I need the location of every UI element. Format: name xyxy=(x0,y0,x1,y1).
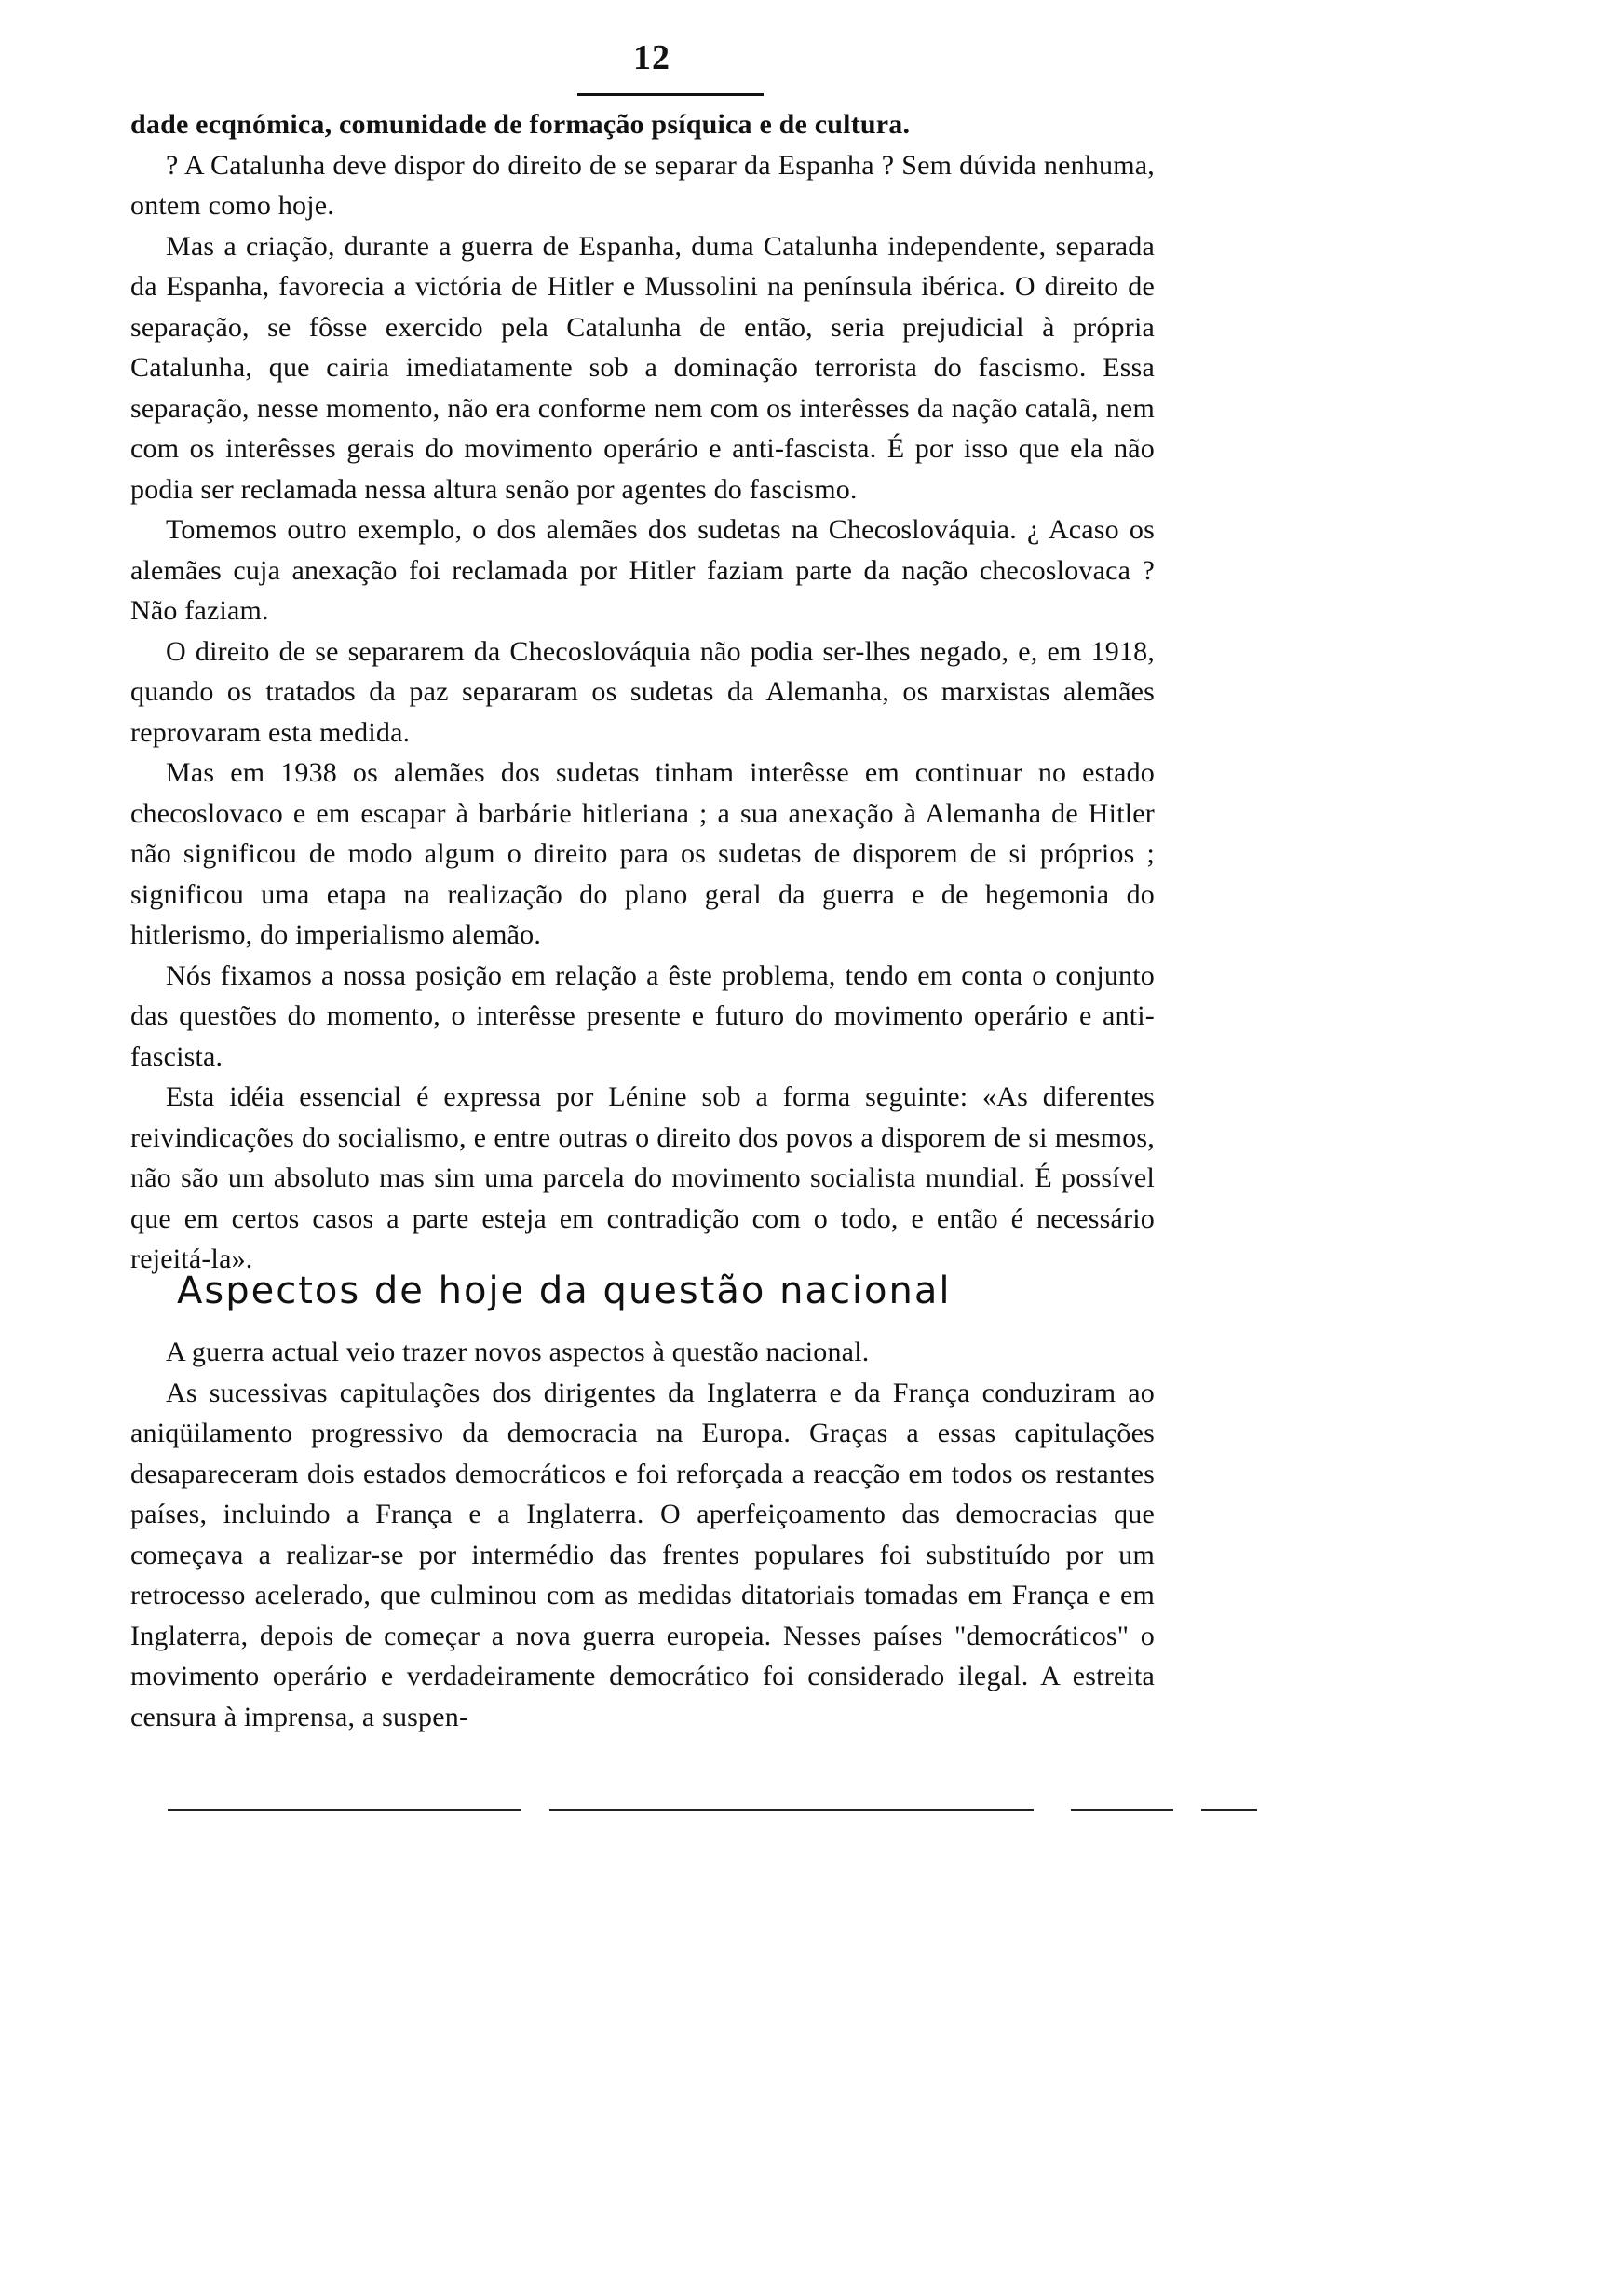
footer-rule xyxy=(168,1809,521,1811)
paragraph: dade ecqnómica, comunidade de formação psíquica e de cultura. xyxy=(130,109,911,140)
footer-rule xyxy=(549,1809,1034,1811)
paragraph: Tomemos outro exemplo, o dos alemães dos sudetas na Checoslováquia. ¿ Acaso os alemães cuja anexação foi reclamada por Hitler faziam parte da nação checoslovaca ? Não faziam. xyxy=(130,514,1155,626)
paragraph: ? A Catalunha deve dispor do direito de se separar da Espanha ? Sem dúvida nenhuma, ontem como hoje. xyxy=(130,149,1155,221)
paragraph: As sucessivas capitulações dos dirigentes da Inglaterra e da França conduziram ao aniqüilamento progressivo da democracia na Europa. Graças a essas capitulações desapareceram dois estados democráticos e foi reforçada a reacção em todos os restantes países, incluindo a França e a Inglaterra. O aperfeiçoamento das democracias que começava a realizar-se por intermédio das frentes populares foi substituído por um retrocesso acelerado, que culminou com as medidas ditatoriais tomadas em França e em Inglaterra, depois de começar a nova guerra europeia. Nesses países "democráticos" o movimento operário e verdadeiramente democrático foi considerado ilegal. A estreita censura à imprensa, a suspen- xyxy=(130,1377,1155,1732)
paragraph: O direito de se separarem da Checoslováquia não podia ser-lhes negado, e, em 1918, quando os tratados da paz separaram os sudetas da Alemanha, os marxistas alemães reprovaram esta medida. xyxy=(130,635,1155,748)
paragraph: A guerra actual veio trazer novos aspectos à questão nacional. xyxy=(166,1337,870,1367)
footer-rule xyxy=(1201,1809,1257,1811)
page-number-rule xyxy=(577,93,764,96)
paragraph: Mas em 1938 os alemães dos sudetas tinham interêsse em continuar no estado checoslovaco e em escapar à barbárie hitleriana ; a sua anexação à Alemanha de Hitler não significou de modo algum o direito para os sudetas de disporem de si próprios ; significou uma etapa na realização do plano geral da guerra e de hegemonia do hitlerismo, do imperialismo alemão. xyxy=(130,757,1155,950)
text-block-bottom xyxy=(130,1332,1155,1737)
text-block-top xyxy=(130,104,1155,1280)
page-number: 12 xyxy=(633,38,670,77)
paragraph: Nós fixamos a nossa posição em relação a êste problema, tendo em conta o conjunto das questões do momento, o interêsse presente e futuro do movimento operário e anti-fascista. xyxy=(130,959,1155,1072)
footer-rule xyxy=(1071,1809,1173,1811)
section-heading: Aspectos de hoje da questão nacional xyxy=(177,1270,952,1313)
paragraph: Mas a criação, durante a guerra de Espanha, duma Catalunha independente, separada da Espanha, favorecia a victória de Hitler e Mussolini na península ibérica. O direito de separação, se fôsse exercido pela Catalunha de então, seria prejudicial à própria Catalunha, que cairia imediatamente sob a dominação terrorista do fascismo. Essa separação, nesse momento, não era conforme nem com os interêsses da nação catalã, nem com os interêsses gerais do movimento operário e anti-fascista. É por isso que ela não podia ser reclamada nessa altura senão por agentes do fascismo. xyxy=(130,230,1155,505)
paragraph: Esta idéia essencial é expressa por Lénine sob a forma seguinte: «As diferentes reivindicações do socialismo, e entre outras o direito dos povos a disporem de si mesmos, não são um absoluto mas sim uma parcela do movimento socialista mundial. É possível que em certos casos a parte esteja em contradição com o todo, e então é necessário rejeitá-la». xyxy=(130,1081,1155,1274)
